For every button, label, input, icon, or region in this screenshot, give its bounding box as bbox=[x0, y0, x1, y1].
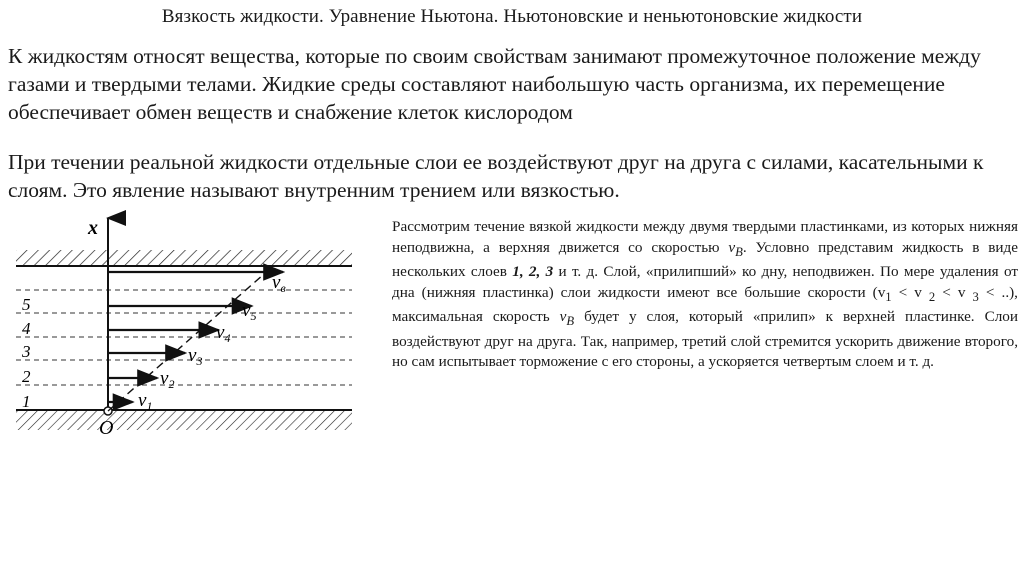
layer-labels bbox=[21, 295, 31, 411]
explanation-part-3: и т. д. Слой, «прилипший» ко дну, неподвижен. По мере удаления от дна (нижняя пластинка) слои жидкости имеют все большие скорости (v bbox=[392, 263, 1018, 301]
origin-label: O bbox=[99, 417, 114, 439]
lt-2: < v bbox=[935, 283, 973, 301]
vb2-subscript: B bbox=[566, 314, 575, 329]
explanation-part-5: будет у слоя, который «прилип» к верхней пластинке. Слои воздействуют друг на друга. Так, например, третий слой стремится ускорить движение второго, но сам испытывает торможение с его стороны, а ускоряется четвертым слоем и т. д. bbox=[392, 308, 1019, 371]
v2-subscript: 2 bbox=[928, 289, 936, 304]
velocity-label-5: $v_5$ bbox=[242, 300, 257, 323]
v3-subscript: 3 bbox=[972, 289, 979, 304]
viscosity-paragraph: При течении реальной жидкости отдельные слои ее воздействуют друг на друга с силами, касательными к слоям. Это явление называют внутренним трением или вязкостью. bbox=[8, 150, 984, 202]
explanation-part-4: < ..), максимальная скорость bbox=[392, 283, 1018, 326]
v1-subscript: 1 bbox=[885, 289, 892, 304]
velocity-label-1: $v_1$ bbox=[138, 390, 153, 413]
velocity-label-2: $v_2$ bbox=[160, 368, 175, 391]
velocity-profile bbox=[108, 267, 272, 411]
layer-label-5: 5 bbox=[22, 295, 31, 314]
layer-lines bbox=[16, 290, 352, 385]
layer-label-2: 2 bbox=[22, 367, 31, 386]
layer-label-1: 1 bbox=[22, 392, 31, 411]
lt-1: < v bbox=[891, 283, 929, 301]
intro-paragraph: К жидкостям относят вещества, которые по своим свойствам занимают промежуточное положение между газами и твердыми телами. Жидкие среды составляют наибольшую часть организма, их перемещение обеспечивает обмен веществ и снабжение клеток кислородом bbox=[8, 44, 981, 124]
velocity-labels bbox=[138, 272, 286, 413]
layers-numbers: 1, 2, 3 bbox=[512, 263, 554, 281]
explanation-text bbox=[392, 217, 1018, 373]
vb-symbol: v bbox=[728, 238, 736, 256]
bottom-plate bbox=[16, 410, 352, 430]
velocity-label-b: $v_в$ bbox=[272, 272, 286, 295]
explanation-part-2: . Условно представим жидкость в виде нескольких слоев bbox=[392, 238, 1018, 281]
vb-subscript: B bbox=[735, 244, 743, 259]
top-plate bbox=[16, 250, 352, 266]
layer-label-4: 4 bbox=[22, 319, 31, 338]
explanation-part-1: Рассмотрим течение вязкой жидкости между двумя твердыми пластинками, из которых нижняя неподвижна, а верхняя движется со скоростью bbox=[392, 218, 1018, 256]
vb2-symbol: v bbox=[559, 308, 567, 326]
velocity-label-3: $v_3$ bbox=[188, 345, 203, 368]
slide-title: Вязкость жидкости. Уравнение Ньютона. Ньютоновские и неньютоновские жидкости bbox=[161, 6, 863, 27]
layer-label-3: 3 bbox=[22, 342, 31, 361]
axis-label: x bbox=[88, 217, 98, 239]
velocity-label-4: $v_4$ bbox=[216, 322, 231, 345]
viscous-flow-diagram bbox=[10, 210, 360, 445]
